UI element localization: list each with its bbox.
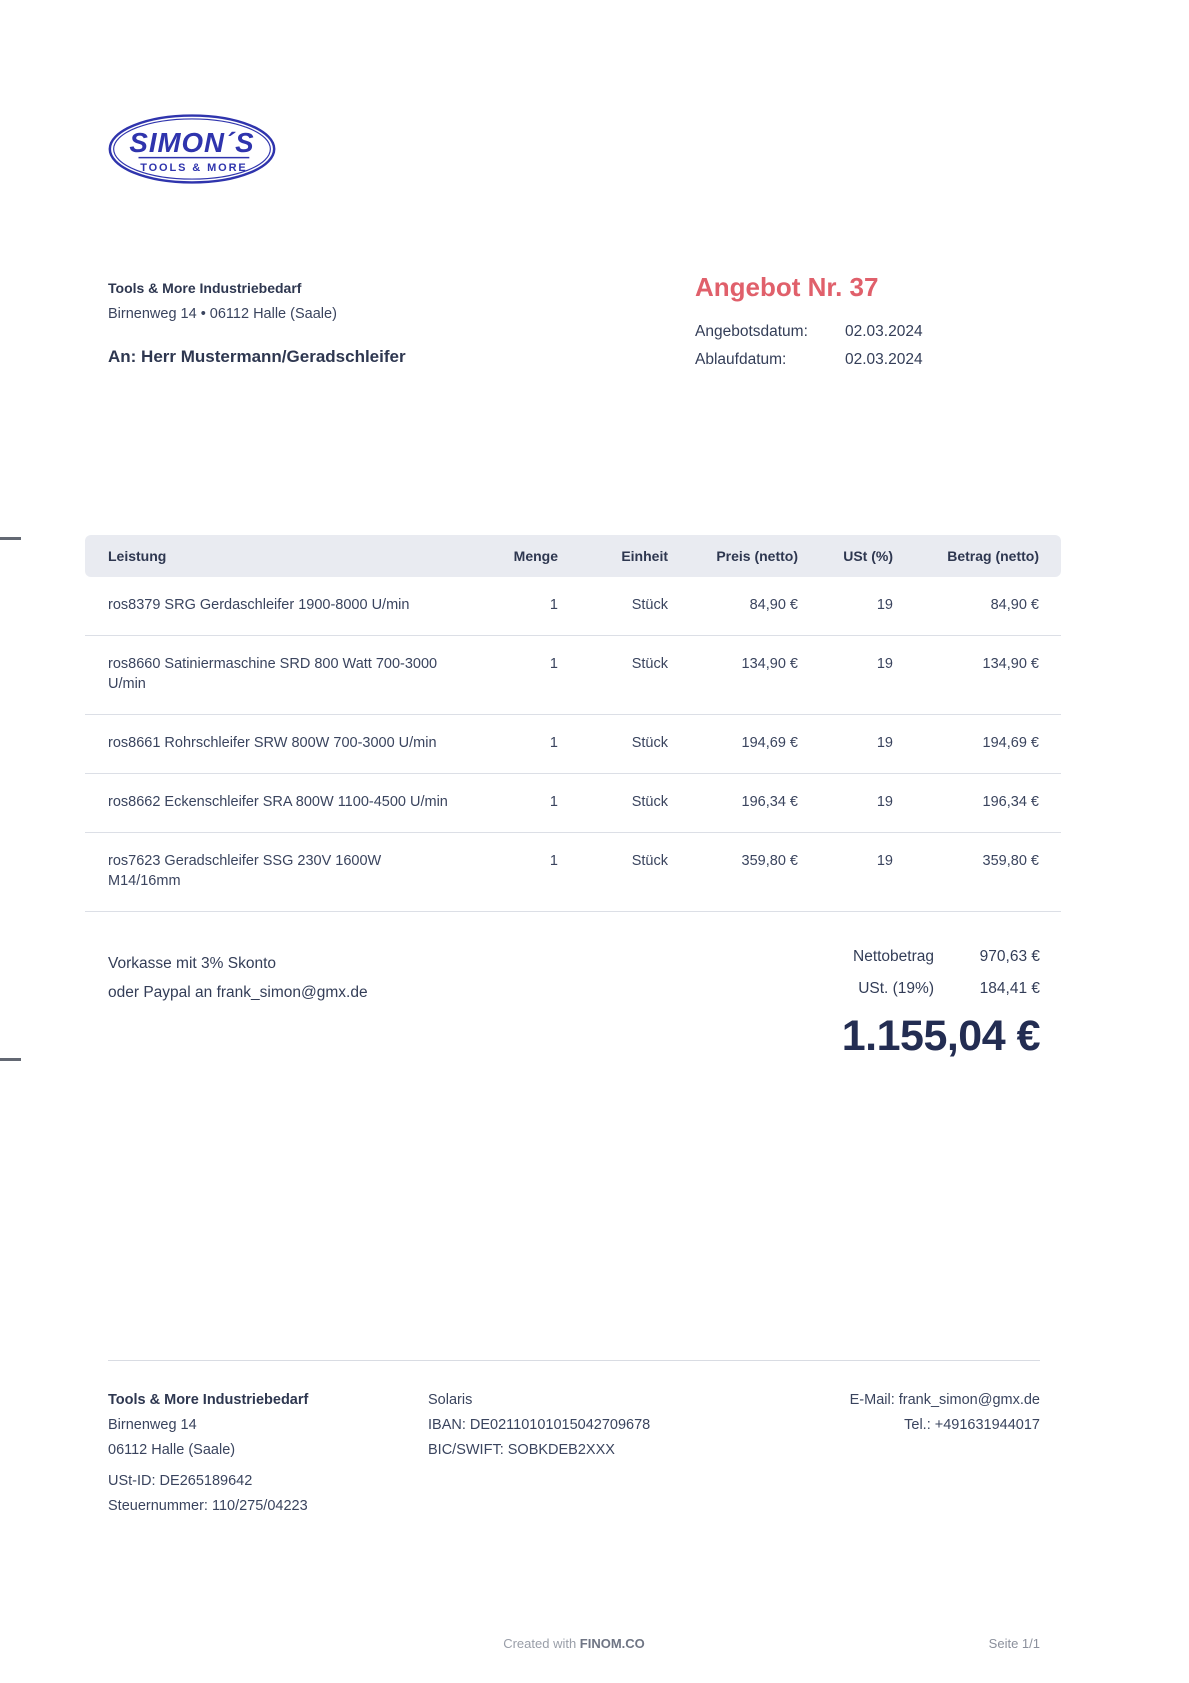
payment-line-1: Vorkasse mit 3% Skonto [108, 955, 276, 972]
cell-preis: 359,80 € [741, 853, 798, 869]
cell-einheit: Stück [631, 794, 668, 810]
cell-preis: 84,90 € [749, 597, 798, 613]
header-betrag: Betrag (netto) [947, 548, 1039, 564]
finom-brand: FINOM.CO [579, 1636, 645, 1651]
page-number: Seite 1/1 [988, 1636, 1040, 1651]
cell-ust: 19 [876, 794, 893, 810]
cell-menge: 1 [549, 735, 558, 751]
sender-company: Tools & More Industriebedarf [108, 280, 302, 296]
cell-menge: 1 [549, 656, 558, 672]
cell-menge: 1 [549, 597, 558, 613]
header-menge: Menge [513, 548, 558, 564]
sender-block [108, 280, 406, 367]
footer-email: E-Mail: frank_simon@gmx.de [849, 1392, 1040, 1408]
footer-bic: BIC/SWIFT: SOBKDEB2XXX [428, 1441, 615, 1458]
totals-block [842, 948, 1040, 1061]
footer-bank-name: Solaris [428, 1392, 473, 1408]
header-einheit: Einheit [621, 548, 668, 564]
cell-betrag: 134,90 € [982, 656, 1039, 672]
footer-company-name: Tools & More Industriebedarf [108, 1392, 309, 1408]
cell-leistung: ros8661 Rohrschleifer SRW 800W 700-3000 U/min [108, 735, 437, 751]
footer-city: 06112 Halle (Saale) [108, 1441, 236, 1458]
offer-date-label: Angebotsdatum: [695, 323, 808, 340]
cell-einheit: Stück [631, 735, 668, 751]
footer-bank-block [428, 1388, 850, 1519]
cell-leistung: ros8379 SRG Gerdaschleifer 1900-8000 U/min [108, 597, 410, 613]
cell-ust: 19 [876, 853, 893, 869]
footer [108, 1388, 1040, 1519]
sender-address: Birnenweg 14 • 06112 Halle (Saale) [108, 306, 337, 322]
offer-expiry-label: Ablaufdatum: [695, 351, 787, 368]
line-items-table [85, 535, 1061, 912]
created-with-line [108, 1636, 1040, 1651]
fold-mark-bottom [0, 1058, 21, 1061]
created-with-prefix: Created with [503, 1636, 580, 1651]
cell-einheit: Stück [631, 597, 668, 613]
footer-vat-id: USt-ID: DE265189642 [108, 1472, 253, 1489]
net-total-row [842, 948, 1040, 966]
fold-mark-top [0, 537, 21, 540]
header-leistung: Leistung [108, 548, 167, 564]
cell-preis: 194,69 € [741, 735, 798, 751]
vat-value: 184,41 € [979, 980, 1040, 997]
cell-leistung: ros7623 Geradschleifer SSG 230V 1600W M14/16mm [108, 853, 382, 889]
payment-line-2: oder Paypal an frank_simon@gmx.de [108, 984, 368, 1001]
header-ust: USt (%) [843, 548, 893, 564]
cell-preis: 134,90 € [741, 656, 798, 672]
offer-date-row [695, 318, 923, 346]
offer-expiry-row [695, 346, 923, 374]
payment-note [108, 949, 368, 1007]
cell-menge: 1 [549, 794, 558, 810]
logo-name: SIMON´S [129, 126, 255, 158]
offer-expiry-value: 02.03.2024 [845, 351, 923, 368]
cell-ust: 19 [876, 656, 893, 672]
offer-date-value: 02.03.2024 [845, 323, 923, 340]
table-row [85, 833, 1061, 912]
vat-label: USt. (19%) [858, 980, 934, 997]
cell-leistung: ros8660 Satiniermaschine SRD 800 Watt 700-3000 U/min [108, 656, 438, 692]
cell-ust: 19 [876, 735, 893, 751]
recipient-line: An: Herr Mustermann/Geradschleifer [108, 347, 406, 366]
page-meta [108, 1636, 1040, 1651]
cell-betrag: 359,80 € [982, 853, 1039, 869]
footer-phone: Tel.: +491631944017 [904, 1416, 1040, 1433]
table-header-row [85, 535, 1061, 577]
table-row [85, 577, 1061, 636]
footer-iban: IBAN: DE02110101015042709678 [428, 1416, 651, 1433]
header-preis: Preis (netto) [716, 548, 798, 564]
footer-street: Birnenweg 14 [108, 1416, 197, 1433]
cell-betrag: 194,69 € [982, 735, 1039, 751]
cell-ust: 19 [876, 597, 893, 613]
offer-title: Angebot Nr. 37 [695, 272, 879, 302]
cell-menge: 1 [549, 853, 558, 869]
logo-tagline: TOOLS & MORE [140, 161, 248, 174]
net-total-value: 970,63 € [979, 948, 1040, 965]
cell-einheit: Stück [631, 656, 668, 672]
table-row [85, 774, 1061, 833]
company-logo [106, 111, 278, 187]
footer-contact-block [850, 1388, 1040, 1519]
vat-row [842, 980, 1040, 998]
cell-betrag: 196,34 € [982, 794, 1039, 810]
cell-einheit: Stück [631, 853, 668, 869]
footer-company-block [108, 1388, 428, 1519]
cell-preis: 196,34 € [741, 794, 798, 810]
cell-betrag: 84,90 € [990, 597, 1039, 613]
footer-tax-number: Steuernummer: 110/275/04223 [108, 1497, 308, 1514]
net-total-label: Nettobetrag [853, 948, 934, 965]
grand-total-value: 1.155,04 € [841, 1012, 1040, 1060]
offer-header [695, 272, 923, 374]
cell-leistung: ros8662 Eckenschleifer SRA 800W 1100-4500 U/min [108, 794, 448, 810]
table-row [85, 636, 1061, 715]
footer-divider [108, 1360, 1040, 1361]
table-row [85, 715, 1061, 774]
